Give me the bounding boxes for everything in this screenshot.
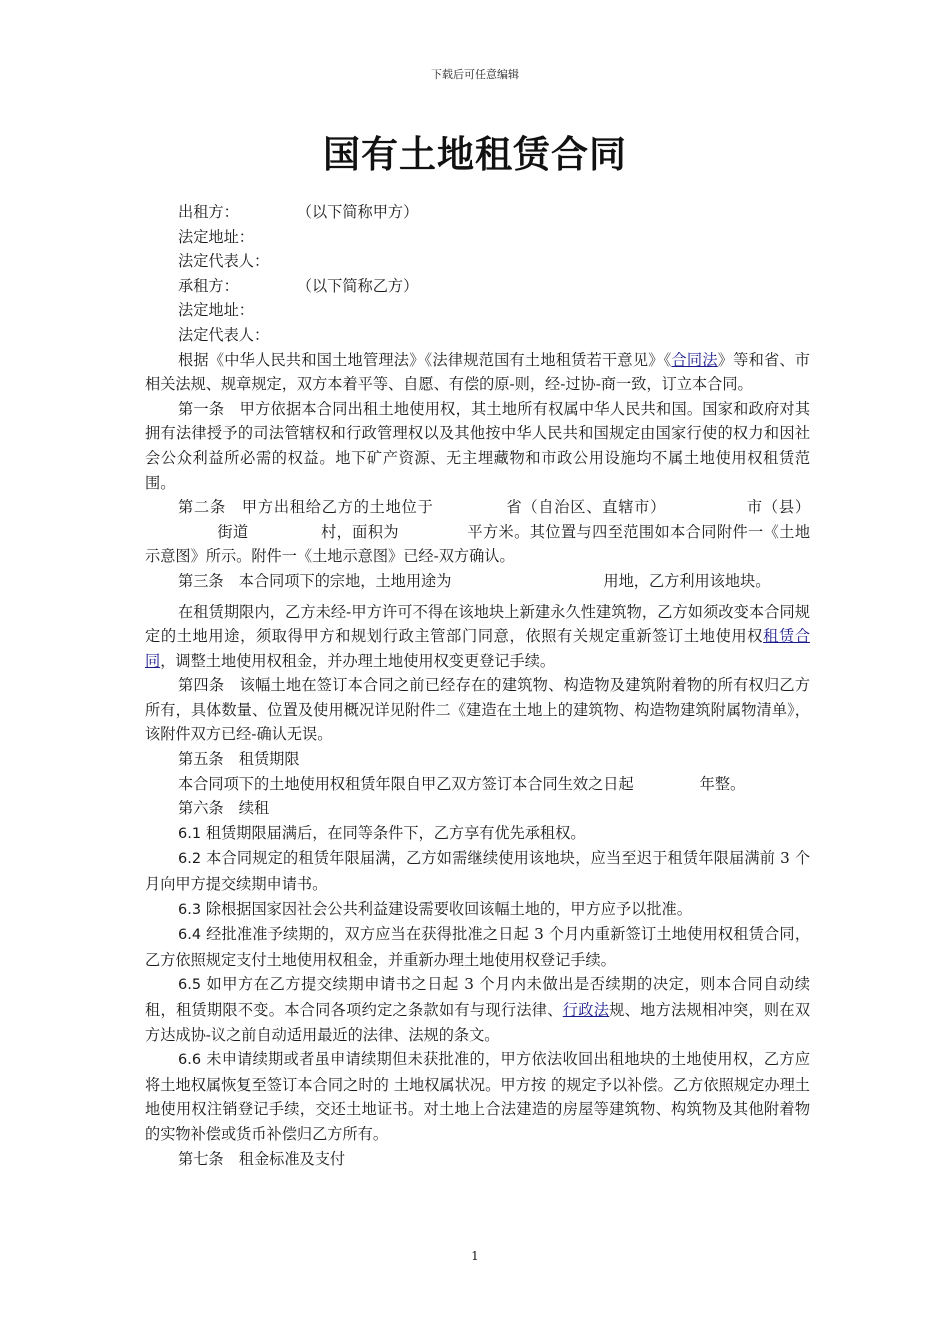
article-1: 第一条 甲方依据本合同出租土地使用权，其土地所有权属中华人民共和国。国家和政府对其拥有法律授予的司法管辖权和行政管理权以及其他按中华人民共和国规定由国家行使的权力和因社会公众利益所必需的权益。地下矿产资源、无主埋藏物和市政公用设施均不属土地使用权租赁范围。 bbox=[145, 399, 810, 492]
page-number: 1 bbox=[471, 1249, 479, 1263]
article-3: 第三条 本合同项下的宗地，土地用途为 用地，乙方利用该地块。 bbox=[178, 571, 771, 590]
document-body bbox=[145, 200, 810, 1171]
party-lessor: 出租方： （以下简称甲方） bbox=[178, 203, 419, 221]
article-4: 第四条 该幅土地在签订本合同之前已经存在的建筑物、构造物及建筑附着物的所有权归乙方所有，具体数量、位置及使用概况详见附件二《建造在土地上的建筑物、构造物建筑附属物清单》，该附件双方已经-确认无误。 bbox=[145, 676, 810, 744]
administrative-law-link[interactable]: 行政法 bbox=[562, 1001, 610, 1019]
document-title: 国有土地租赁合同 bbox=[323, 132, 627, 176]
intro-paragraph: 根据《中华人民共和国土地管理法》《法律规范国有土地租赁若干意见》《合同法》等和省、市相关法规、规章规定，双方本着平等、自愿、有偿的原-则，经-过协-商一致，订立本合同。 bbox=[145, 350, 810, 394]
lessor-address: 法定地址： bbox=[178, 227, 254, 246]
clause-6-2: 6.2 本合同规定的租赁年限届满，乙方如需继续使用该地块，应当至迟于租赁年限届满前 3 个月向甲方提交续期申请书。 bbox=[145, 849, 811, 894]
clause-6-5: 6.5 如甲方在乙方提交续期申请书之日起 3 个月内未做出是否续期的决定，则本合同自动续租，租赁期限不变。本合同各项约定之条款如有与现行法律、行政法规、地方法规相冲突，则在双方达成协-议之前自动适用最近的法律、法规的条文。 bbox=[145, 975, 811, 1044]
article-7-title: 第七条 租金标准及支付 bbox=[178, 1149, 346, 1168]
article-6-title: 第六条 续租 bbox=[178, 799, 270, 818]
article-3-paragraph-2: 在租赁期限内，乙方未经-甲方许可不得在该地块上新建永久性建筑物，乙方如须改变本合同规定的土地用途，须取得甲方和规划行政主管部门同意，依照有关规定重新签订土地使用权租赁合同，调整土地使用权租金，并办理土地使用权变更登记手续。 bbox=[145, 602, 811, 670]
article-2: 第二条 甲方出租给乙方的土地位于 省（自治区、直辖市） 市（县）街道 村，面积为 平方米。其位置与四至范围如本合同附件一《土地示意图》所示。附件一《土地示意图》已经-双方确认。 bbox=[145, 498, 811, 566]
lease-contract-link[interactable]: 租赁合同 bbox=[145, 627, 811, 670]
party-lessee: 承租方： （以下简称乙方） bbox=[178, 276, 419, 295]
contract-law-link[interactable]: 合同法 bbox=[671, 350, 718, 369]
clause-6-4: 6.4 经批准准予续期的，双方应当在获得批准之日起 3 个月内重新签订土地使用权租赁合同，乙方依照规定支付土地使用权租金，并重新办理土地使用权登记手续。 bbox=[145, 925, 811, 969]
clause-6-1: 6.1 租赁期限届满后，在同等条件下，乙方享有优先承租权。 bbox=[178, 823, 586, 842]
clause-6-3: 6.3 除根据国家因社会公共利益建设需要收回该幅土地的，甲方应予以批准。 bbox=[178, 899, 692, 918]
article-5-body: 本合同项下的土地使用权租赁年限自甲乙双方签订本合同生效之日起 年整。 bbox=[178, 774, 746, 793]
lessee-address: 法定地址： bbox=[178, 301, 254, 320]
lessee-representative: 法定代表人： bbox=[178, 325, 270, 344]
article-5-title: 第五条 租赁期限 bbox=[178, 750, 300, 769]
page-header: 下载后可任意编辑 bbox=[431, 68, 519, 81]
lessor-representative: 法定代表人： bbox=[178, 252, 270, 271]
clause-6-6: 6.6 未申请续期或者虽申请续期但未获批准的，甲方依法收回出租地块的土地使用权，乙方应将土地权属恢复至签订本合同之时的 土地权属状况。甲方按 的规定予以补偿。乙方依照规定办理土地使用权注销登记手续，交还土地证书。对土地上合法建造的房屋等建筑物、构筑物及其他附着物的实物补偿或货币补偿归乙方所有。 bbox=[145, 1050, 811, 1143]
